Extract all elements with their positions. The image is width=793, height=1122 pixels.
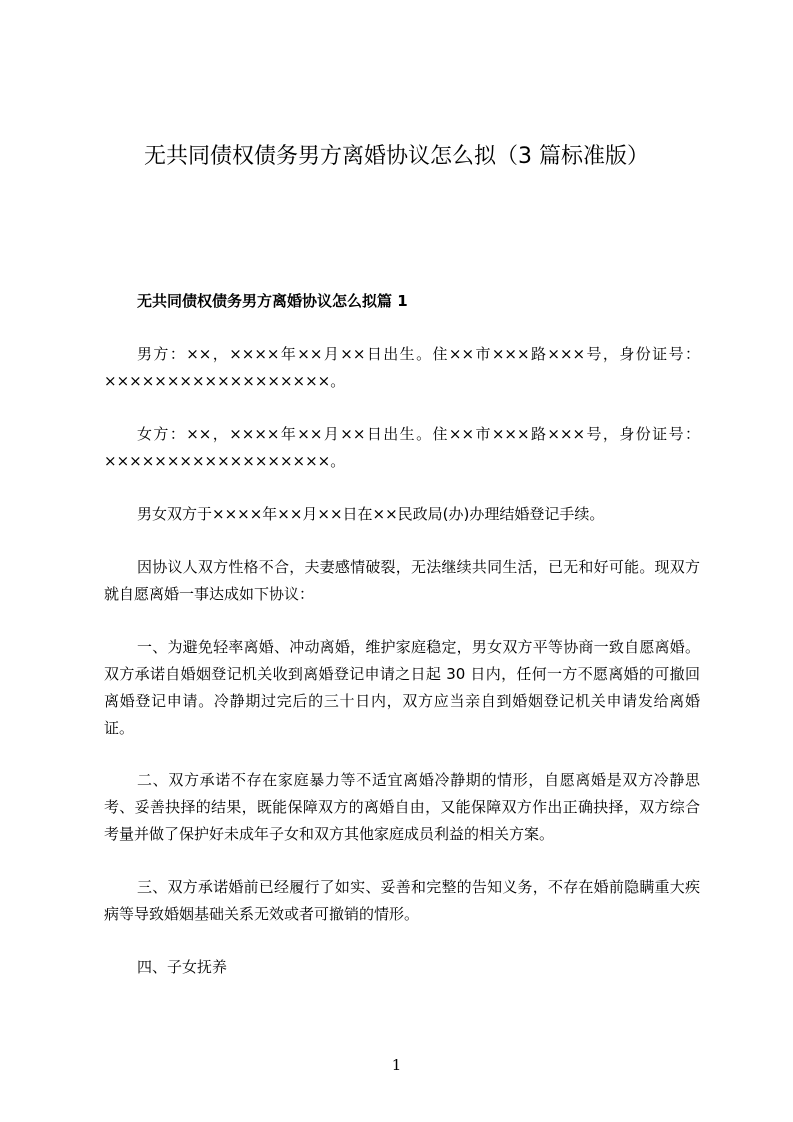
section-heading: 无共同债权债务男方离婚协议怎么拟篇 1 <box>137 292 408 310</box>
paragraph-male-party: 男方：××，××××年××月××日出生。住××市×××路×××号，身份证号：××××××××××××××××××。 <box>104 345 700 390</box>
paragraph-reason: 因协议人双方性格不合，夫妻感情破裂，无法继续共同生活，已无和好可能。现双方就自愿离婚一事达成如下协议： <box>104 558 700 603</box>
page-number: 1 <box>391 1056 402 1074</box>
paragraph-clause-1: 一、为避免轻率离婚、冲动离婚，维护家庭稳定，男女双方平等协商一致自愿离婚。双方承诺自婚姻登记机关收到离婚登记申请之日起 30 日内，任何一方不愿离婚的可撤回离婚登记申请。冷静期过完后的三十日内，双方应当亲自到婚姻登记机关申请发给离婚证。 <box>104 638 700 737</box>
paragraph-clause-4-heading: 四、子女抚养 <box>137 958 228 976</box>
paragraph-marriage-registration: 男女双方于××××年××月××日在××民政局(办)办理结婚登记手续。 <box>137 505 605 523</box>
document-title: 无共同债权债务男方离婚协议怎么拟（3 篇标准版） <box>144 144 649 169</box>
paragraph-female-party: 女方：××，××××年××月××日出生。住××市×××路×××号，身份证号：××××××××××××××××××。 <box>104 425 700 470</box>
paragraph-clause-3: 三、双方承诺婚前已经履行了如实、妥善和完整的告知义务，不存在婚前隐瞒重大疾病等导致婚姻基础关系无效或者可撤销的情形。 <box>104 878 700 923</box>
paragraph-clause-2: 二、双方承诺不存在家庭暴力等不适宜离婚冷静期的情形，自愿离婚是双方冷静思考、妥善抉择的结果，既能保障双方的离婚自由，又能保障双方作出正确抉择，双方综合考量并做了保护好未成年子女和双方其他家庭成员利益的相关方案。 <box>104 771 700 843</box>
